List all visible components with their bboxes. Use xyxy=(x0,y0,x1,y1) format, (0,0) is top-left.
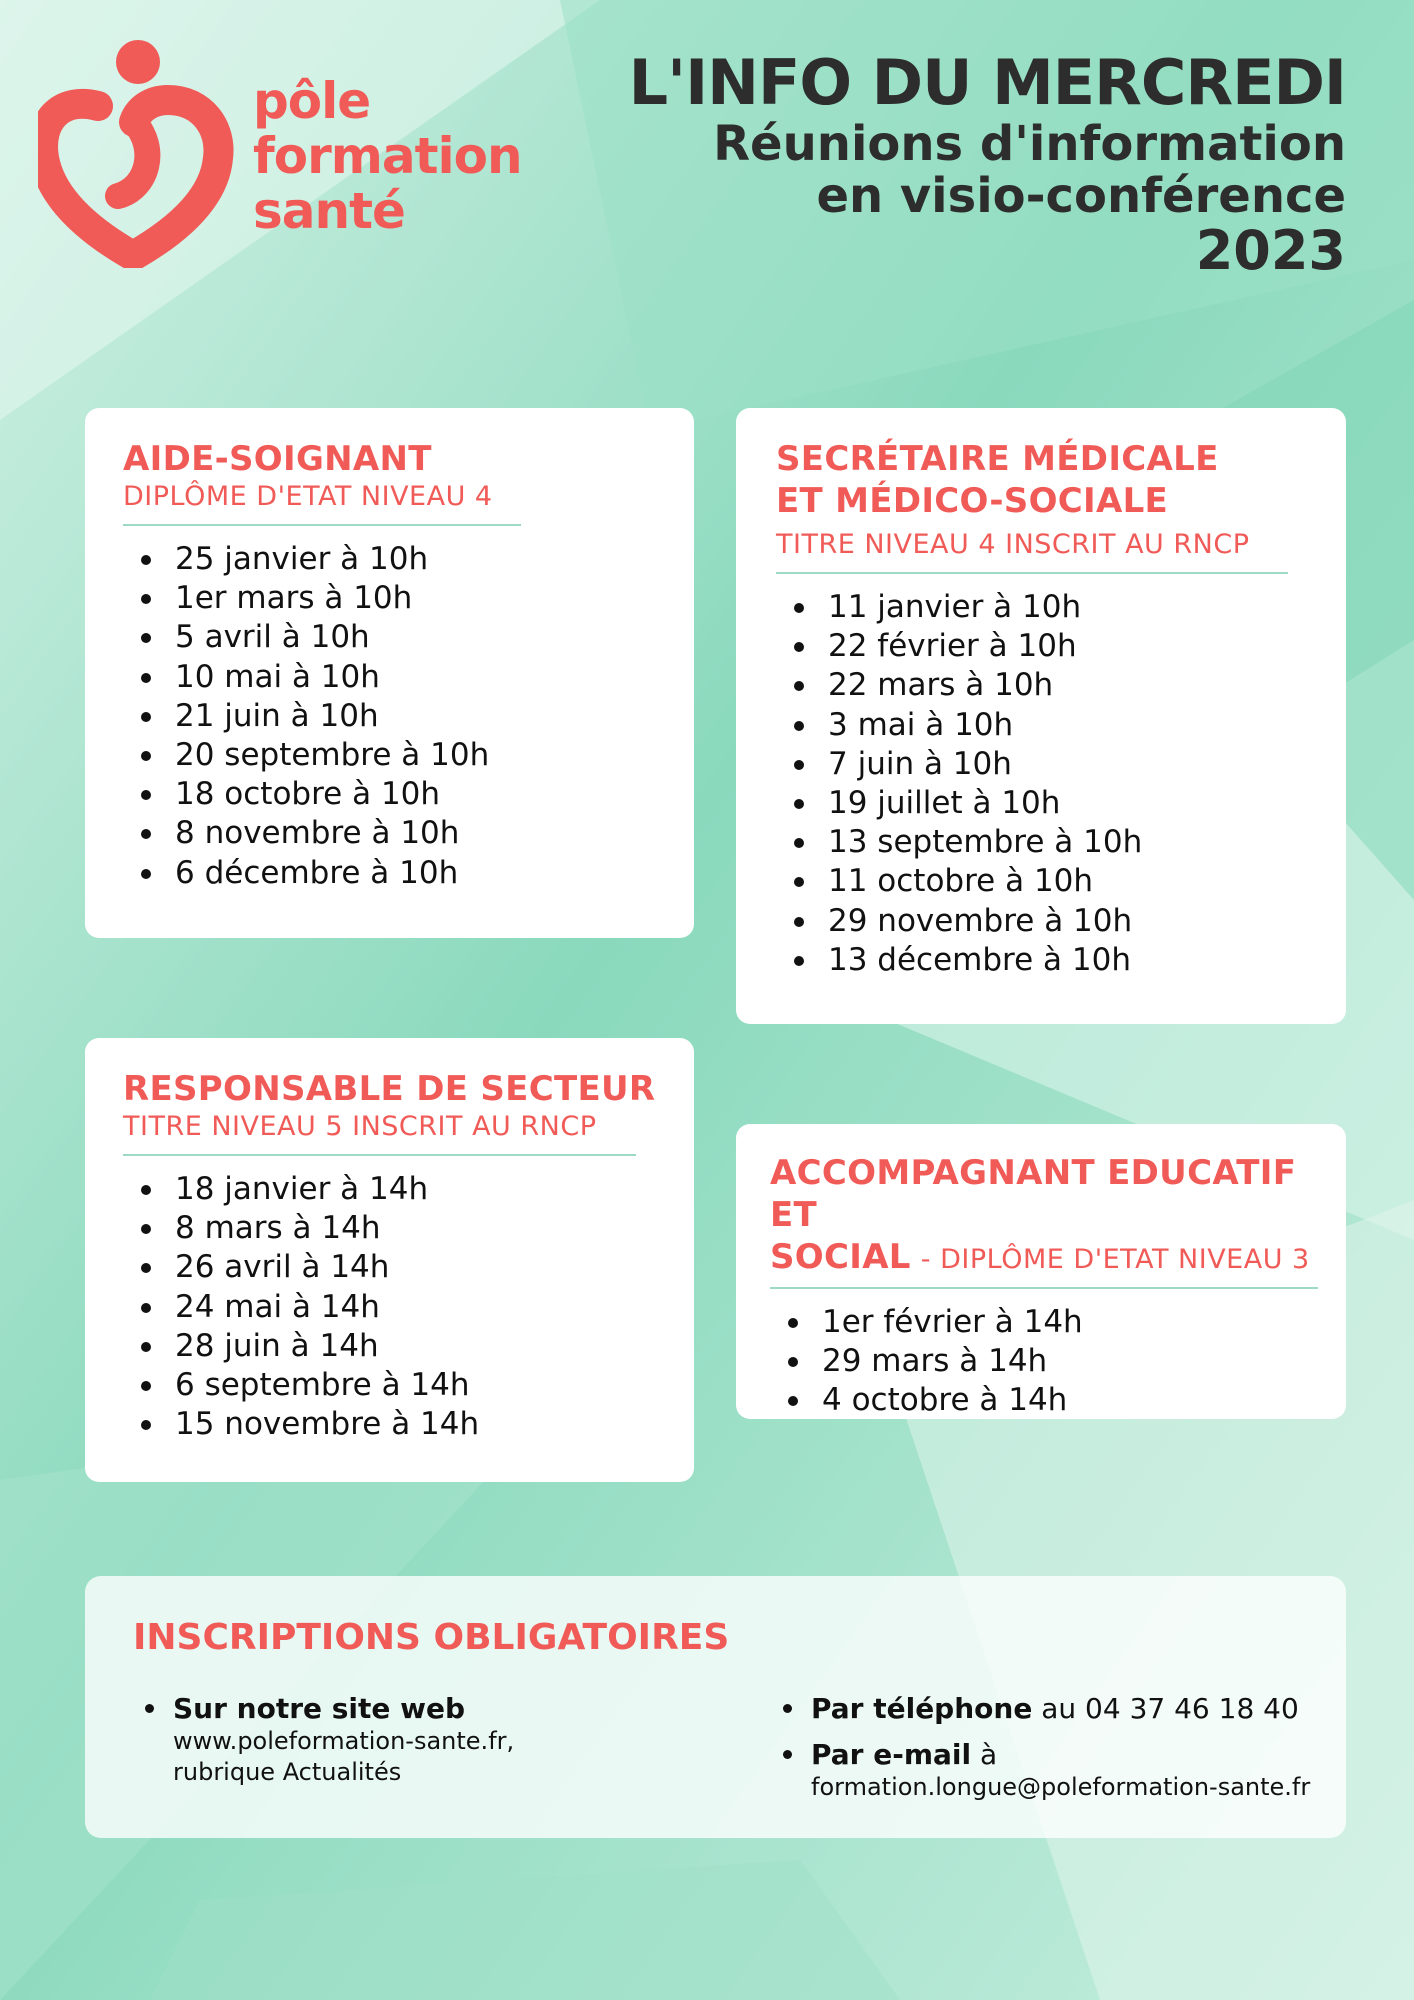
list-item: 19 juillet à 10h xyxy=(776,784,1306,823)
divider xyxy=(123,1154,636,1156)
list-item: 7 juin à 10h xyxy=(776,745,1306,784)
list-item: 28 juin à 14h xyxy=(123,1327,656,1366)
list-item: 8 novembre à 10h xyxy=(123,814,656,853)
list-item: 24 mai à 14h xyxy=(123,1288,656,1327)
inscriptions-contact xyxy=(775,1692,1335,1815)
inscriptions-web xyxy=(137,1692,697,1800)
phone-number[interactable]: au 04 37 46 18 40 xyxy=(1041,1692,1299,1725)
list-item: 6 décembre à 10h xyxy=(123,854,656,893)
date-list xyxy=(770,1303,1312,1421)
list-item: 15 novembre à 14h xyxy=(123,1405,656,1444)
phone-label: Par téléphone xyxy=(811,1692,1033,1725)
list-item: 11 octobre à 10h xyxy=(776,862,1306,901)
web-label: Sur notre site web xyxy=(173,1692,466,1725)
page-title: L'INFO DU MERCREDI xyxy=(628,46,1346,119)
list-item: 8 mars à 14h xyxy=(123,1209,656,1248)
list-item: 5 avril à 10h xyxy=(123,618,656,657)
card-title-line2: SOCIAL xyxy=(770,1237,911,1277)
email-row xyxy=(811,1738,1335,1772)
divider xyxy=(776,572,1288,574)
card-subtitle: TITRE NIVEAU 5 INSCRIT AU RNCP xyxy=(123,1111,597,1142)
list-item: 25 janvier à 10h xyxy=(123,540,656,579)
card-accompagnant-educatif xyxy=(736,1124,1346,1419)
logo-line-sante: santé xyxy=(253,182,405,240)
list-item: 20 septembre à 10h xyxy=(123,736,656,775)
list-item: 21 juin à 10h xyxy=(123,697,656,736)
date-list xyxy=(776,588,1306,980)
list-item: 13 décembre à 10h xyxy=(776,941,1306,980)
list-item xyxy=(137,1692,697,1788)
list-item xyxy=(775,1692,1335,1726)
list-item: 1er mars à 10h xyxy=(123,579,656,618)
inscriptions-title: INSCRIPTIONS OBLIGATOIRES xyxy=(133,1617,730,1658)
logo-line-pole: pôle xyxy=(253,72,371,130)
card-aide-soignant xyxy=(85,408,694,938)
list-item: 29 novembre à 10h xyxy=(776,902,1306,941)
list-item: 22 mars à 10h xyxy=(776,666,1306,705)
card-subtitle: - DIPLÔME D'ETAT NIVEAU 3 xyxy=(920,1244,1310,1275)
phone-row xyxy=(811,1692,1335,1726)
web-section: rubrique Actualités xyxy=(173,1758,402,1786)
list-item: 26 avril à 14h xyxy=(123,1248,656,1287)
page-subtitle-line1: Réunions d'information xyxy=(713,116,1346,172)
card-subtitle: DIPLÔME D'ETAT NIVEAU 4 xyxy=(123,481,493,512)
web-url-link[interactable]: www.poleformation-sante.fr, xyxy=(173,1727,515,1755)
page-year: 2023 xyxy=(1195,219,1346,282)
inscriptions-panel xyxy=(85,1576,1346,1838)
divider xyxy=(770,1287,1318,1289)
card-responsable-secteur xyxy=(85,1038,694,1482)
card-subtitle: TITRE NIVEAU 4 INSCRIT AU RNCP xyxy=(776,529,1250,560)
logo-wordmark xyxy=(253,74,522,239)
page-header xyxy=(629,48,1346,280)
logo-line-formation: formation xyxy=(253,127,522,185)
card-title: AIDE-SOIGNANT xyxy=(123,439,432,479)
card-title-line2: ET MÉDICO-SOCIALE xyxy=(776,481,1169,521)
page-subtitle-line2: en visio-conférence xyxy=(816,168,1346,224)
divider xyxy=(123,524,521,526)
email-prefix: à xyxy=(980,1738,998,1771)
list-item: 1er février à 14h xyxy=(770,1303,1312,1342)
date-list xyxy=(123,1170,656,1444)
list-item: 13 septembre à 10h xyxy=(776,823,1306,862)
card-title-line1: ACCOMPAGNANT EDUCATIF ET xyxy=(770,1153,1297,1235)
logo xyxy=(38,38,558,268)
card-title: RESPONSABLE DE SECTEUR xyxy=(123,1069,656,1109)
list-item: 18 janvier à 14h xyxy=(123,1170,656,1209)
list-item: 3 mai à 10h xyxy=(776,706,1306,745)
list-item: 22 février à 10h xyxy=(776,627,1306,666)
card-secretaire-medicale xyxy=(736,408,1346,1024)
list-item xyxy=(775,1738,1335,1803)
list-item: 18 octobre à 10h xyxy=(123,775,656,814)
web-label-row xyxy=(173,1692,697,1726)
list-item: 6 septembre à 14h xyxy=(123,1366,656,1405)
list-item: 29 mars à 14h xyxy=(770,1342,1312,1381)
heart-person-icon xyxy=(38,38,248,268)
card-title-line1: SECRÉTAIRE MÉDICALE xyxy=(776,439,1219,479)
date-list xyxy=(123,540,656,893)
email-label: Par e-mail xyxy=(811,1738,972,1771)
list-item: 4 octobre à 14h xyxy=(770,1381,1312,1420)
list-item: 10 mai à 10h xyxy=(123,658,656,697)
card-title-line2-row xyxy=(770,1236,1312,1281)
email-link[interactable]: formation.longue@poleformation-sante.fr xyxy=(811,1773,1311,1801)
list-item: 11 janvier à 10h xyxy=(776,588,1306,627)
